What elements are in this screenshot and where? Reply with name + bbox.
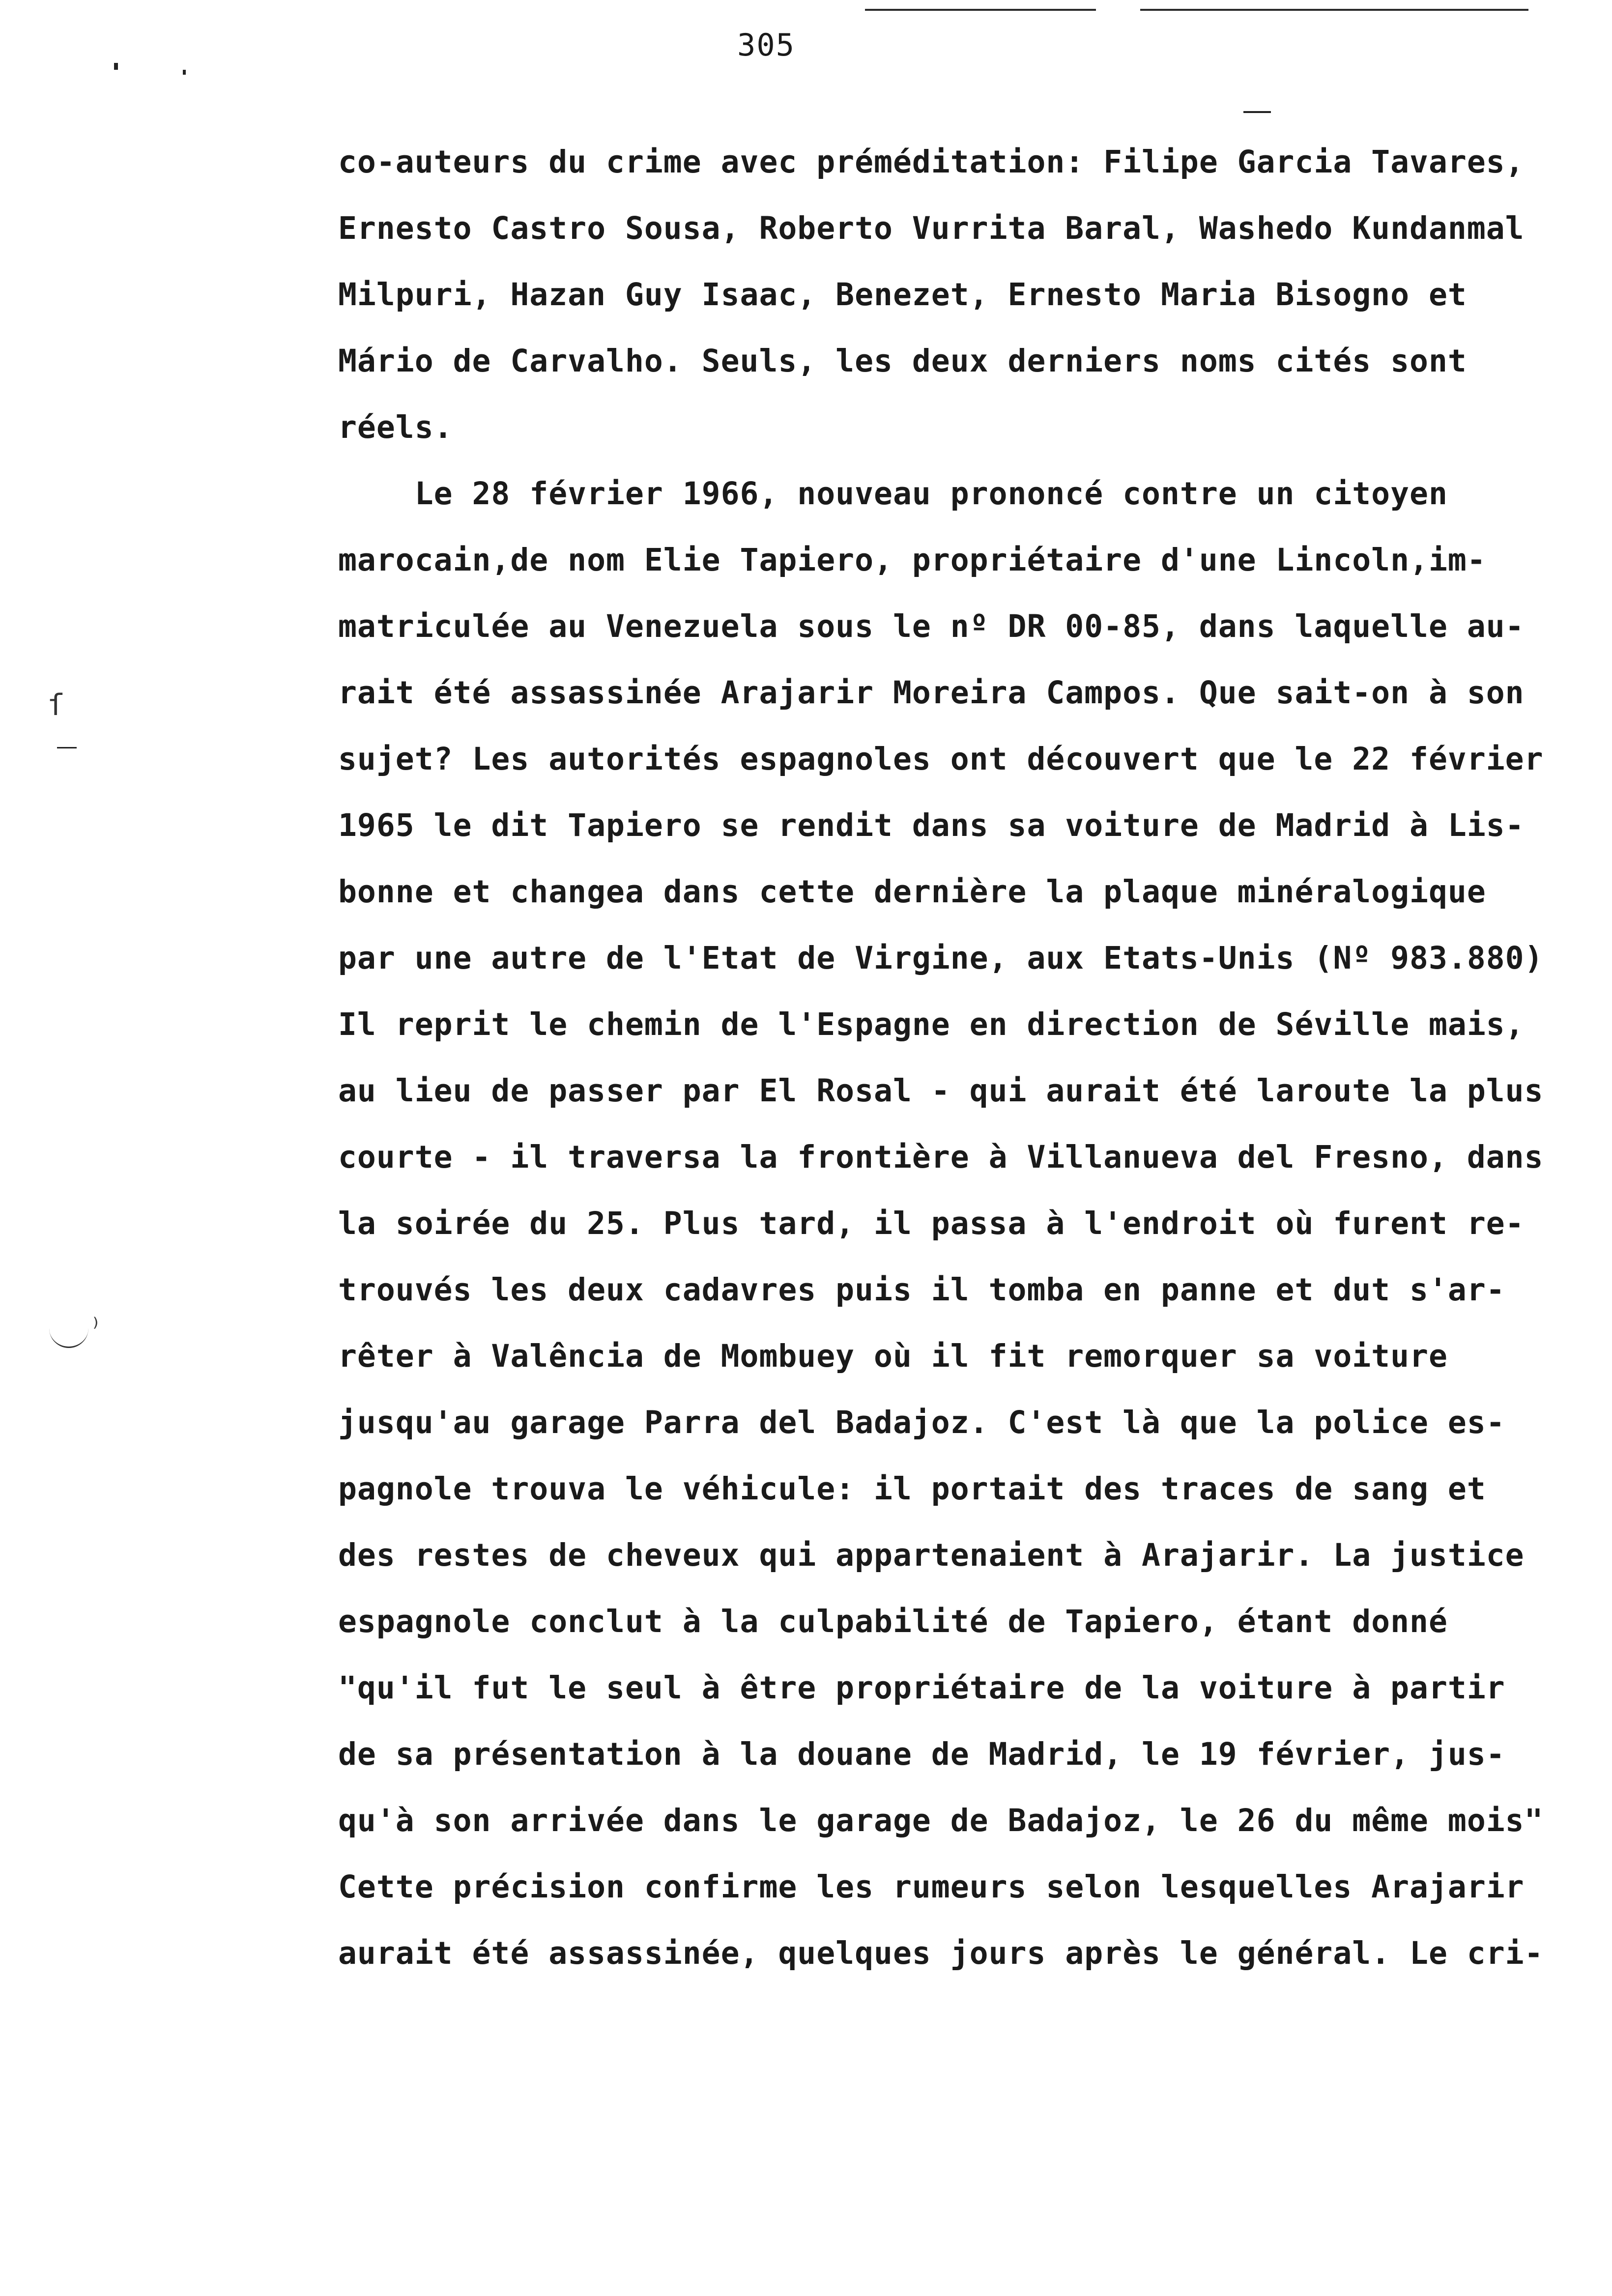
text-line: Ernesto Castro Sousa, Roberto Vurrita Baral, Washedo Kundanmal	[338, 210, 1525, 246]
text-line: sujet? Les autorités espagnoles ont découvert que le 22 février	[338, 741, 1544, 777]
text-line: au lieu de passer par El Rosal - qui aurait été laroute la plus	[338, 1073, 1544, 1109]
body-text	[338, 129, 1612, 1986]
text-line: Il reprit le chemin de l'Espagne en direction de Séville mais,	[338, 1006, 1525, 1042]
text-line: Cette précision confirme les rumeurs selon lesquelles Arajarir	[338, 1869, 1525, 1905]
text-line: la soirée du 25. Plus tard, il passa à l'endroit où furent re-	[338, 1205, 1525, 1241]
text-line: marocain,de nom Elie Tapiero, propriétaire d'une Lincoln,im-	[338, 542, 1486, 578]
text-line: matriculée au Venezuela sous le nº DR 00-85, dans laquelle au-	[338, 608, 1525, 644]
margin-tick-mark: ⁾	[88, 1313, 103, 1341]
text-line: rait été assassinée Arajarir Moreira Campos. Que sait-on à son	[338, 675, 1525, 711]
text-line: trouvés les deux cadavres puis il tomba en panne et dut s'ar-	[338, 1272, 1505, 1308]
margin-speck	[114, 63, 118, 70]
text-line: réels.	[338, 409, 453, 445]
text-line: qu'à son arrivée dans le garage de Badajoz, le 26 du même mois"	[338, 1803, 1544, 1838]
text-line: Le 28 février 1966, nouveau prononcé contre un citoyen	[338, 476, 1448, 512]
page-number: 305	[737, 27, 795, 63]
text-line: de sa présentation à la douane de Madrid, le 19 février, jus-	[338, 1736, 1505, 1772]
text-line: aurait été assassinée, quelques jours après le général. Le cri-	[338, 1935, 1544, 1971]
text-line: rêter à Valência de Mombuey où il fit remorquer sa voiture	[338, 1338, 1448, 1374]
text-line: Milpuri, Hazan Guy Isaac, Benezet, Ernesto Maria Bisogno et	[338, 277, 1467, 313]
text-line: Mário de Carvalho. Seuls, les deux derniers noms cités sont	[338, 343, 1467, 379]
text-line: pagnole trouva le véhicule: il portait des traces de sang et	[338, 1471, 1486, 1507]
top-rule-left	[865, 9, 1096, 11]
margin-dash	[57, 747, 77, 748]
top-rule-right	[1140, 9, 1528, 11]
text-line: "qu'il fut le seul à être propriétaire de la voiture à partir	[338, 1670, 1505, 1706]
text-line: courte - il traversa la frontière à Villanueva del Fresno, dans	[338, 1139, 1544, 1175]
text-line: espagnole conclut à la culpabilité de Tapiero, étant donné	[338, 1604, 1448, 1639]
text-line: co-auteurs du crime avec préméditation: Filipe Garcia Tavares,	[338, 144, 1525, 180]
margin-curve-mark	[49, 1327, 88, 1348]
text-line: 1965 le dit Tapiero se rendit dans sa voiture de Madrid à Lis-	[338, 807, 1525, 843]
margin-speck	[183, 70, 186, 75]
text-line: bonne et changea dans cette dernière la plaque minéralogique	[338, 874, 1486, 910]
text-line: des restes de cheveux qui appartenaient à Arajarir. La justice	[338, 1537, 1525, 1573]
text-line: jusqu'au garage Parra del Badajoz. C'est là que la police es-	[338, 1405, 1505, 1440]
margin-dash	[1243, 111, 1271, 113]
margin-mark: ſ	[47, 688, 65, 722]
text-line: par une autre de l'Etat de Virgine, aux Etats-Unis (Nº 983.880)	[338, 940, 1544, 976]
